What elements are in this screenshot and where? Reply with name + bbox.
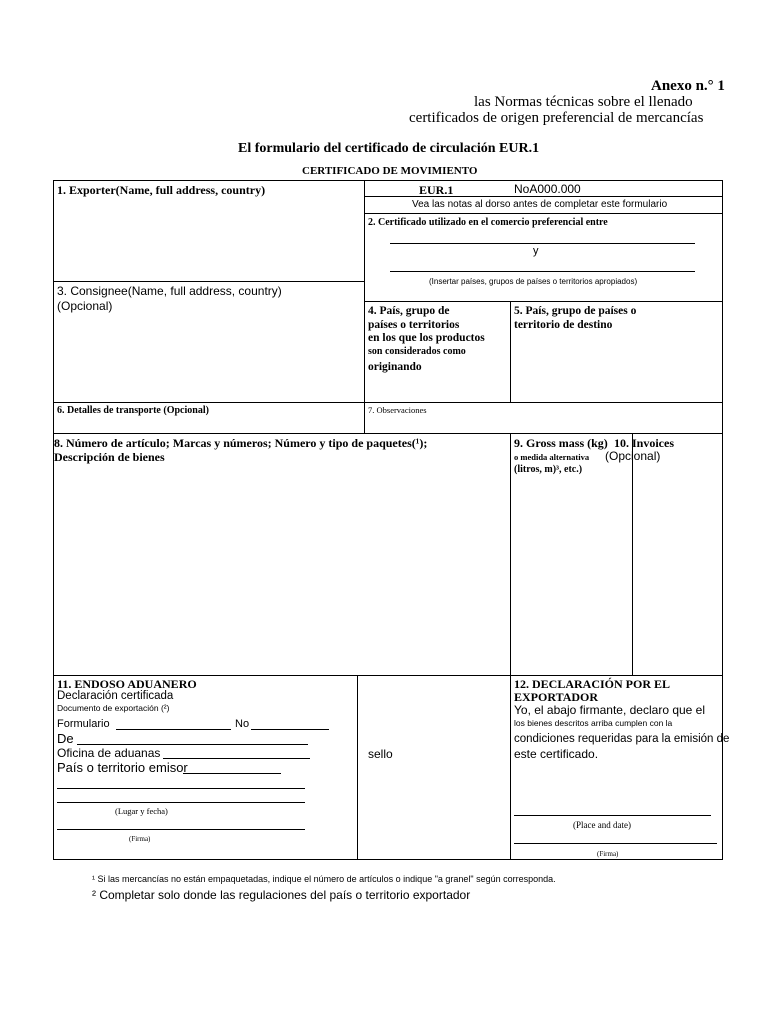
consignee-field[interactable] (54, 316, 363, 401)
place-date-caption: (Lugar y fecha) (115, 806, 168, 816)
declaration-text-1: Yo, el abajo firmante, declaro que el (514, 703, 706, 717)
gross-mass-label: 9. Gross mass (kg) (514, 436, 608, 450)
box4-line-3: en los que los productos (368, 332, 485, 344)
invoices-optional: (Opcional) (605, 449, 661, 463)
customs-signature-field[interactable] (57, 829, 305, 830)
place-date-line-1[interactable] (57, 788, 305, 789)
box2-hint: (Insertar países, grupos de países o territorios apropiados) (429, 277, 638, 286)
footnote-2: ² Completar solo donde las regulaciones del país o territorio exportador (92, 888, 471, 902)
box2-and: y (533, 245, 539, 257)
certified-declaration: Declaración certificada (57, 690, 174, 702)
exporter-place-date-field[interactable] (514, 815, 711, 816)
remarks-label: 7. Observaciones (368, 405, 427, 415)
box5-line-1: 5. País, grupo de países o (514, 305, 637, 317)
goods-description-field[interactable] (54, 466, 509, 674)
form-title: El formulario del certificado de circulación EUR.1 (238, 141, 540, 156)
box2-country-2-field[interactable] (390, 271, 695, 272)
consignee-label: 3. Consignee(Name, full address, country) (57, 284, 282, 298)
form-label: Formulario (57, 718, 110, 730)
declaration-text-4: este certificado. (514, 747, 599, 761)
exporter-declaration-title-2: EXPORTADOR (514, 690, 599, 704)
issuing-country-label: País o territorio emisor (57, 760, 188, 775)
footnote-1: ¹ Si las mercancías no están empaquetadas, indique el número de artículos o indique "a granel" según corresponda. (92, 874, 556, 884)
exporter-signature-caption: (Firma) (597, 850, 619, 858)
box4-line-1: 4. País, grupo de (368, 305, 450, 317)
consignee-optional: (Opcional) (57, 299, 113, 313)
eur1-label: EUR.1 (419, 183, 454, 197)
certificate-number: NoA000.000 (514, 182, 581, 196)
box4-line-2: países o territorios (368, 319, 460, 331)
declaration-text-2: los bienes descritos arriba cumplen con la (514, 718, 673, 728)
gross-mass-alt: o medida alternativa (514, 452, 590, 462)
export-document-label: Documento de exportación (²) (57, 703, 170, 713)
box4-line-5: originando (368, 361, 422, 373)
declaration-text-3: condiciones requeridas para la emisión de (514, 733, 730, 745)
de-label: De (57, 731, 74, 746)
de-field[interactable] (77, 744, 308, 745)
customs-office-label: Oficina de aduanas (57, 746, 161, 760)
box8-line-1: 8. Número de artículo; Marcas y números; Número y tipo de paquetes(¹); (54, 436, 428, 450)
box2-country-1-field[interactable] (390, 243, 695, 244)
annex-label: Anexo n.° 1 (651, 78, 725, 94)
box2-title: 2. Certificado utilizado en el comercio preferencial entre (368, 217, 608, 228)
invoices-label: 10. Invoices (614, 436, 674, 450)
header-line-1: las Normas técnicas sobre el llenado (474, 94, 693, 110)
place-date-line-2[interactable] (57, 802, 305, 803)
form-number-field[interactable] (116, 729, 231, 730)
issuing-country-field[interactable] (183, 773, 281, 774)
transport-details-label: 6. Detalles de transporte (Opcional) (57, 405, 209, 416)
exporter-place-date-caption: (Place and date) (573, 820, 631, 830)
box8-line-2: Descripción de bienes (54, 450, 165, 464)
no-label: No (235, 718, 250, 730)
exporter-field[interactable] (54, 200, 363, 280)
box4-line-4: son considerados como (368, 346, 466, 357)
seal-label: sello (368, 747, 393, 761)
document-no-field[interactable] (251, 729, 329, 730)
exporter-declaration-title-1: 12. DECLARACIÓN POR EL (514, 677, 671, 691)
notes-instruction: Vea las notas al dorso antes de completar este formulario (412, 199, 668, 210)
customs-signature-caption: (Firma) (129, 835, 151, 843)
exporter-signature-field[interactable] (514, 843, 717, 844)
header-line-2: certificados de origen preferencial de mercancías (409, 110, 704, 126)
certificate-title: CERTIFICADO DE MOVIMIENTO (302, 165, 478, 177)
customs-endorsement-title: 11. ENDOSO ADUANERO (57, 677, 197, 691)
exporter-label: 1. Exporter(Name, full address, country) (57, 183, 266, 197)
gross-mass-units: (litros, m)³, etc.) (514, 464, 583, 475)
customs-office-field[interactable] (163, 758, 310, 759)
box5-line-2: territorio de destino (514, 319, 613, 331)
